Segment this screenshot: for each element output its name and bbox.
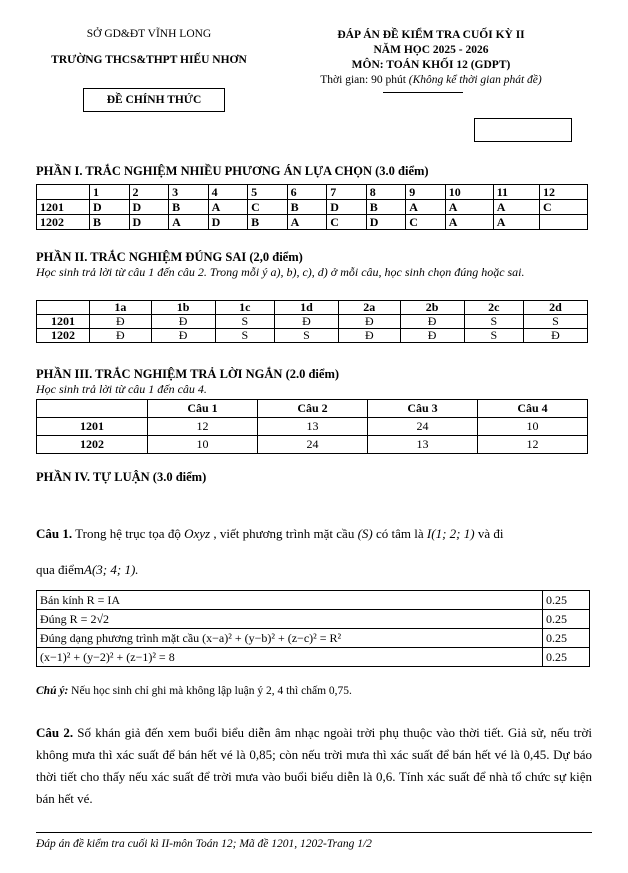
q1-text: và đi [474,526,504,541]
exam-code: 1201 [37,315,90,329]
q1-math: A(3; 4; 1). [84,562,139,577]
q1-text: Trong hệ trục tọa độ [72,526,185,541]
table-cell [37,185,90,200]
answer-cell: Đ [151,315,215,329]
answer-cell: C [327,215,367,230]
table-header: Câu 4 [478,400,588,418]
table-cell [37,301,90,315]
exam-code-box [474,118,572,142]
footer-text: Đáp án đề kiểm tra cuối kì II-môn Toán 12; Mã đề 1201, 1202-Trang 1/2 [36,838,372,850]
rubric-step: Đúng dạng phương trình mặt cầu (x−a)² + (y−b)² + (z−c)² = R² [37,629,543,648]
answer-cell: S [524,315,588,329]
table-header: 8 [366,185,406,200]
official-stamp: ĐỀ CHÍNH THỨC [83,88,225,112]
rubric-score: 0.25 [543,629,590,648]
part4-title: PHẦN IV. TỰ LUẬN (3.0 điểm) [36,470,207,484]
table-row [37,418,588,436]
grading-note [36,685,352,697]
table-header: 3 [169,185,209,200]
table-row [37,301,588,315]
table-header: 1d [275,301,339,315]
q1-text: có tâm là [372,526,427,541]
table-row [37,610,590,629]
answer-cell: B [248,215,288,230]
table-row [37,215,588,230]
table-header: 11 [493,185,539,200]
answer-cell: D [327,200,367,215]
part3-table [36,399,588,454]
answer-cell: D [129,200,169,215]
rubric-score: 0.25 [543,648,590,667]
table-row [37,185,588,200]
question-2 [36,722,592,810]
question-1 [36,519,592,585]
table-cell [37,400,148,418]
answer-cell: Đ [90,315,152,329]
answer-cell: A [406,200,446,215]
answer-cell: 12 [478,436,588,454]
answer-cell: C [539,200,587,215]
grading-note-label: Chú ý: [36,685,69,697]
answer-cell: Đ [90,329,152,343]
table-header: 2c [464,301,523,315]
answer-cell: S [275,329,339,343]
answer-cell: D [129,215,169,230]
answer-cell: A [445,200,493,215]
answer-cell: Đ [275,315,339,329]
answer-cell: 10 [148,436,258,454]
answer-cell: A [493,215,539,230]
time-label: Thời gian: 90 phút [320,74,409,86]
question-1-label: Câu 1. [36,526,73,541]
table-header: 10 [445,185,493,200]
answer-cell: A [169,215,209,230]
table-row [37,436,588,454]
table-header: 12 [539,185,587,200]
table-header: Câu 3 [368,400,478,418]
footer-divider [36,832,592,833]
exam-code: 1202 [37,436,148,454]
table-row [37,591,590,610]
q1-math: I(1; 2; 1) [426,526,475,541]
answer-cell: B [287,200,327,215]
table-row [37,400,588,418]
answer-cell: 24 [368,418,478,436]
answer-cell: D [90,200,130,215]
answer-cell: Đ [338,315,400,329]
rubric-score: 0.25 [543,610,590,629]
question-2-text: Số khán giả đến xem buổi biểu diễn âm nhạc ngoài trời phụ thuộc vào thời tiết. Giả sử, nếu trời không mưa thì xác suất để bán hết vé là 0,85; còn nếu trời mưa thì xác suất để bán hết vé là 0,45. Dự báo thời tiết cho thấy nếu xác suất để trời mưa vào buổi biểu diễn là 0,6. Tính xác suất để nhà tổ chức sự kiện bán hết vé. [36,725,592,806]
table-row [37,629,590,648]
q1-text: qua điểm [36,562,85,577]
q1-math: Oxyz [184,526,211,541]
table-header: Câu 2 [258,400,368,418]
rubric-step: Bán kính R = IA [37,591,543,610]
table-header: 1 [90,185,130,200]
part1-table [36,184,588,230]
answer-cell: C [406,215,446,230]
part2-note: Học sinh trả lời từ câu 1 đến câu 2. Trong mỗi ý a), b), c), d) ở mỗi câu, học sinh chọn đúng hoặc sai. [36,265,525,279]
table-row [37,329,588,343]
exam-code: 1202 [37,215,90,230]
q1-text: , viết phương trình mặt cầu [210,526,358,541]
answer-cell: 10 [478,418,588,436]
answer-cell: B [90,215,130,230]
table-header: 4 [208,185,248,200]
department-name: SỞ GD&ĐT VĨNH LONG [86,28,212,40]
part1-title: PHẦN I. TRẮC NGHIỆM NHIỀU PHƯƠNG ÁN LỰA CHỌN (3.0 điểm) [36,164,429,178]
table-header: 1b [151,301,215,315]
answer-cell: Đ [524,329,588,343]
table-header: 2 [129,185,169,200]
grading-note-text: Nếu học sinh chỉ ghi mà không lập luận ý 2, 4 thì chấm 0,75. [68,685,352,697]
answer-cell: 12 [148,418,258,436]
table-header: 5 [248,185,288,200]
table-header: 6 [287,185,327,200]
answer-cell: Đ [400,329,464,343]
answer-cell: D [366,215,406,230]
answer-cell: A [445,215,493,230]
part3-title: PHẦN III. TRẮC NGHIỆM TRẢ LỜI NGẮN (2.0 điểm) [36,367,340,381]
part2-table [36,300,588,343]
time-info [296,73,566,88]
answer-cell: C [248,200,288,215]
rubric-score: 0.25 [543,591,590,610]
table-row [37,648,590,667]
answer-cell: Đ [338,329,400,343]
answer-cell: 13 [368,436,478,454]
table-header: 9 [406,185,446,200]
question-2-label: Câu 2. [36,725,74,740]
time-note: (Không kể thời gian phát đề) [408,74,542,86]
table-header: Câu 1 [148,400,258,418]
answer-cell: D [208,215,248,230]
exam-code: 1202 [37,329,90,343]
answer-cell: S [464,315,523,329]
exam-code: 1201 [37,200,90,215]
rubric-step: Đúng R = 2√2 [37,610,543,629]
table-row [37,200,588,215]
answer-cell [539,215,587,230]
part2-title: PHẦN II. TRẮC NGHIỆM ĐÚNG SAI (2,0 điểm) [36,250,303,264]
table-header: 2d [524,301,588,315]
part3-note: Học sinh trả lời từ câu 1 đến câu 4. [36,382,207,396]
answer-cell: S [464,329,523,343]
rubric-step: (x−1)² + (y−2)² + (z−1)² = 8 [37,648,543,667]
rubric-table [36,590,590,667]
table-row [37,315,588,329]
header-left [30,28,268,66]
q1-math: (S) [357,526,373,541]
answer-cell: 13 [258,418,368,436]
table-header: 1c [215,301,274,315]
answer-cell: Đ [400,315,464,329]
answer-cell: A [287,215,327,230]
answer-cell: A [493,200,539,215]
answer-cell: S [215,315,274,329]
answer-cell: B [366,200,406,215]
table-header: 1a [90,301,152,315]
table-header: 2b [400,301,464,315]
table-header: 7 [327,185,367,200]
answer-cell: B [169,200,209,215]
answer-cell: A [208,200,248,215]
school-year: NĂM HỌC 2025 - 2026 [373,44,489,56]
header-right [296,28,566,88]
subject: MÔN: TOÁN KHỐI 12 (GDPT) [351,59,511,71]
answer-cell: S [215,329,274,343]
school-name: TRƯỜNG THCS&THPT HIẾU NHƠN [51,54,247,66]
answer-cell: 24 [258,436,368,454]
table-header: 2a [338,301,400,315]
title-underline [383,92,463,93]
exam-code: 1201 [37,418,148,436]
answer-cell: Đ [151,329,215,343]
doc-title: ĐÁP ÁN ĐỀ KIỂM TRA CUỐI KỲ II [337,29,525,41]
